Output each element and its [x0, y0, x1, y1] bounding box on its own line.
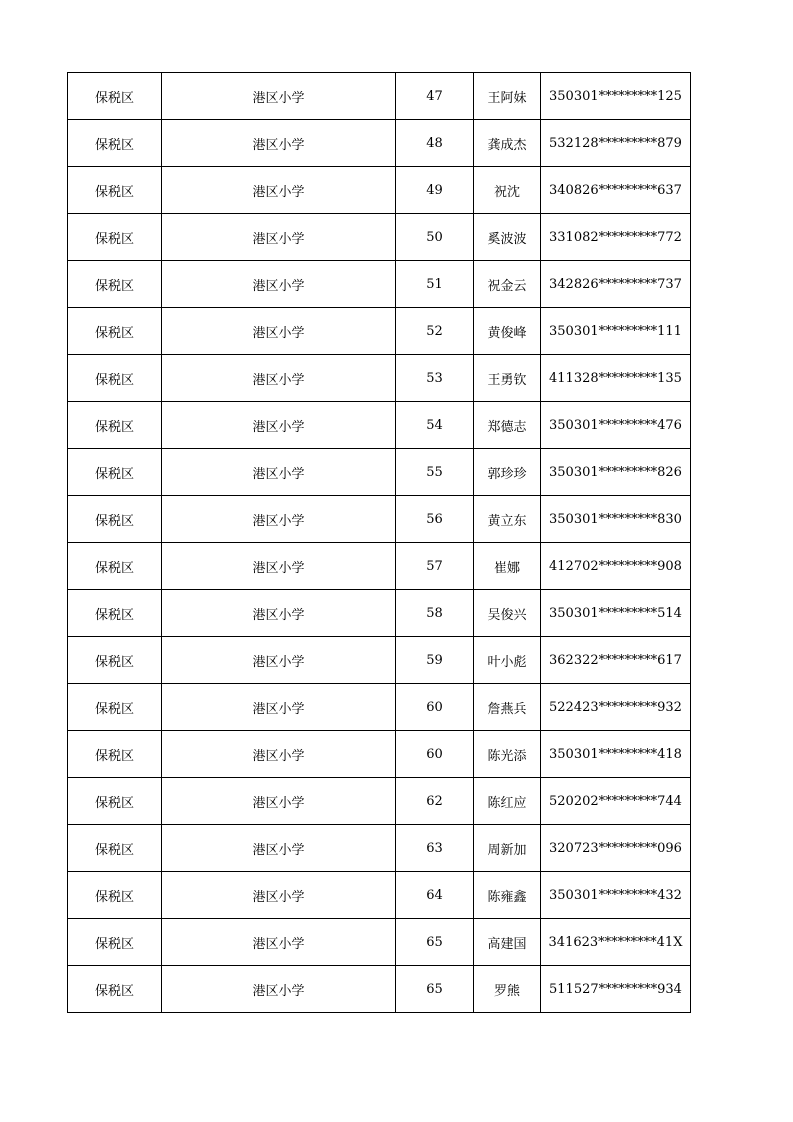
rank-cell: 65 [396, 966, 474, 1013]
district-cell: 保税区 [68, 496, 162, 543]
name-cell: 罗熊 [474, 966, 541, 1013]
name-cell: 龚成杰 [474, 120, 541, 167]
rank-cell: 52 [396, 308, 474, 355]
name-cell: 王阿妹 [474, 73, 541, 120]
school-cell: 港区小学 [162, 778, 396, 825]
name-cell: 詹燕兵 [474, 684, 541, 731]
rank-cell: 51 [396, 261, 474, 308]
table-row [68, 731, 691, 778]
name-cell: 陈红应 [474, 778, 541, 825]
id-number-cell: 350301*********111 [541, 308, 691, 355]
table-row [68, 73, 691, 120]
district-cell: 保税区 [68, 778, 162, 825]
table-row [68, 449, 691, 496]
id-number-cell: 520202*********744 [541, 778, 691, 825]
id-number-cell: 342826*********737 [541, 261, 691, 308]
rank-cell: 54 [396, 402, 474, 449]
school-cell: 港区小学 [162, 637, 396, 684]
table-row [68, 167, 691, 214]
school-cell: 港区小学 [162, 120, 396, 167]
rank-cell: 62 [396, 778, 474, 825]
district-cell: 保税区 [68, 825, 162, 872]
name-cell: 黄俊峰 [474, 308, 541, 355]
school-cell: 港区小学 [162, 261, 396, 308]
district-cell: 保税区 [68, 543, 162, 590]
table-row [68, 637, 691, 684]
rank-cell: 47 [396, 73, 474, 120]
roster-table-body [68, 73, 691, 1013]
rank-cell: 65 [396, 919, 474, 966]
table-row [68, 120, 691, 167]
id-number-cell: 350301*********125 [541, 73, 691, 120]
district-cell: 保税区 [68, 684, 162, 731]
id-number-cell: 350301*********514 [541, 590, 691, 637]
id-number-cell: 412702*********908 [541, 543, 691, 590]
table-row [68, 825, 691, 872]
id-number-cell: 350301*********418 [541, 731, 691, 778]
district-cell: 保税区 [68, 637, 162, 684]
name-cell: 郭珍珍 [474, 449, 541, 496]
school-cell: 港区小学 [162, 684, 396, 731]
name-cell: 王勇钦 [474, 355, 541, 402]
rank-cell: 53 [396, 355, 474, 402]
name-cell: 周新加 [474, 825, 541, 872]
district-cell: 保税区 [68, 308, 162, 355]
district-cell: 保税区 [68, 73, 162, 120]
school-cell: 港区小学 [162, 590, 396, 637]
name-cell: 郑德志 [474, 402, 541, 449]
school-cell: 港区小学 [162, 872, 396, 919]
school-cell: 港区小学 [162, 402, 396, 449]
rank-cell: 58 [396, 590, 474, 637]
table-row [68, 261, 691, 308]
id-number-cell: 522423*********932 [541, 684, 691, 731]
district-cell: 保税区 [68, 402, 162, 449]
district-cell: 保税区 [68, 261, 162, 308]
rank-cell: 64 [396, 872, 474, 919]
rank-cell: 59 [396, 637, 474, 684]
table-row [68, 214, 691, 261]
name-cell: 祝沈 [474, 167, 541, 214]
table-row [68, 308, 691, 355]
school-cell: 港区小学 [162, 355, 396, 402]
name-cell: 黄立东 [474, 496, 541, 543]
school-cell: 港区小学 [162, 167, 396, 214]
id-number-cell: 340826*********637 [541, 167, 691, 214]
id-number-cell: 320723*********096 [541, 825, 691, 872]
school-cell: 港区小学 [162, 449, 396, 496]
school-cell: 港区小学 [162, 731, 396, 778]
district-cell: 保税区 [68, 120, 162, 167]
rank-cell: 63 [396, 825, 474, 872]
rank-cell: 60 [396, 684, 474, 731]
rank-cell: 60 [396, 731, 474, 778]
table-row [68, 872, 691, 919]
district-cell: 保税区 [68, 919, 162, 966]
name-cell: 奚波波 [474, 214, 541, 261]
district-cell: 保税区 [68, 355, 162, 402]
name-cell: 陈雍鑫 [474, 872, 541, 919]
name-cell: 陈光添 [474, 731, 541, 778]
table-row [68, 543, 691, 590]
table-row [68, 355, 691, 402]
district-cell: 保税区 [68, 167, 162, 214]
id-number-cell: 341623*********41X [541, 919, 691, 966]
id-number-cell: 350301*********830 [541, 496, 691, 543]
table-row [68, 684, 691, 731]
name-cell: 高建国 [474, 919, 541, 966]
table-row [68, 966, 691, 1013]
district-cell: 保税区 [68, 214, 162, 261]
id-number-cell: 350301*********476 [541, 402, 691, 449]
id-number-cell: 350301*********432 [541, 872, 691, 919]
rank-cell: 56 [396, 496, 474, 543]
id-number-cell: 532128*********879 [541, 120, 691, 167]
id-number-cell: 362322*********617 [541, 637, 691, 684]
school-cell: 港区小学 [162, 825, 396, 872]
school-cell: 港区小学 [162, 543, 396, 590]
school-cell: 港区小学 [162, 919, 396, 966]
school-cell: 港区小学 [162, 214, 396, 261]
name-cell: 祝金云 [474, 261, 541, 308]
rank-cell: 57 [396, 543, 474, 590]
id-number-cell: 411328*********135 [541, 355, 691, 402]
district-cell: 保税区 [68, 966, 162, 1013]
rank-cell: 50 [396, 214, 474, 261]
name-cell: 叶小彪 [474, 637, 541, 684]
rank-cell: 48 [396, 120, 474, 167]
id-number-cell: 511527*********934 [541, 966, 691, 1013]
district-cell: 保税区 [68, 449, 162, 496]
id-number-cell: 331082*********772 [541, 214, 691, 261]
table-row [68, 496, 691, 543]
name-cell: 吴俊兴 [474, 590, 541, 637]
table-row [68, 402, 691, 449]
district-cell: 保税区 [68, 872, 162, 919]
roster-table [67, 72, 691, 1013]
school-cell: 港区小学 [162, 73, 396, 120]
school-cell: 港区小学 [162, 308, 396, 355]
district-cell: 保税区 [68, 590, 162, 637]
table-row [68, 590, 691, 637]
rank-cell: 49 [396, 167, 474, 214]
name-cell: 崔娜 [474, 543, 541, 590]
table-row [68, 919, 691, 966]
school-cell: 港区小学 [162, 966, 396, 1013]
id-number-cell: 350301*********826 [541, 449, 691, 496]
rank-cell: 55 [396, 449, 474, 496]
table-row [68, 778, 691, 825]
district-cell: 保税区 [68, 731, 162, 778]
school-cell: 港区小学 [162, 496, 396, 543]
